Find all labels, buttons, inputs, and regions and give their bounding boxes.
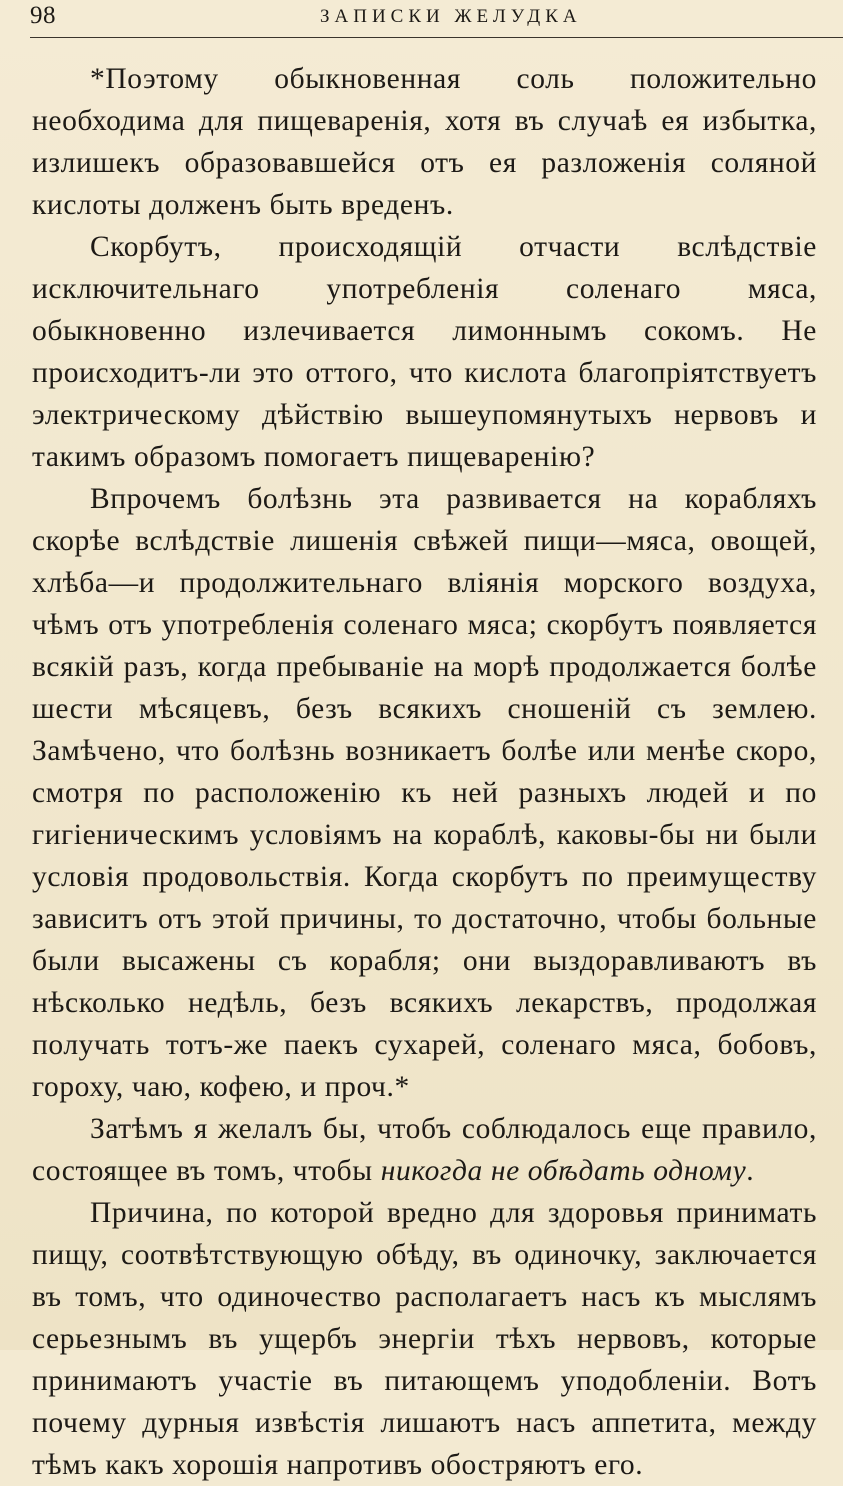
italic-emphasis: никогда не обѣдать одному [380, 1155, 747, 1187]
paragraph-ships: Впрочемъ болѣзнь эта развивается на корабляхъ скорѣе вслѣдствіе лишенія свѣжей пищи—мяса, овощей, хлѣба—и продолжительнаго вліянія морского воздуха, чѣмъ отъ употребленія соленаго мяса; скорбутъ появляется всякій разъ, когда пребываніе на морѣ продолжается болѣе шести мѣсяцевъ, безъ всякихъ сношеній съ землею. Замѣчено, что болѣзнь возникаетъ болѣе или менѣе скоро, смотря по расположенію къ ней разныхъ людей и по гигіеническимъ условіямъ на кораблѣ, каковы-бы ни были условія продовольствія. Когда скорбутъ по преимуществу зависитъ отъ этой причины, то достаточно, чтобы больные были высажены съ корабля; они выздоравливаютъ въ нѣсколько недѣль, безъ всякихъ лекарствъ, продолжая получать тотъ-же паекъ сухарей, соленаго мяса, бобовъ, гороху, чаю, кофею, и проч.* [32, 483, 817, 1103]
paragraph-salt: *Поэтому обыкновенная соль положительно необходима для пищеваренія, хотя въ случаѣ ея избытка, излишекъ образовавшейся отъ ея разложенія соляной кислоты долженъ быть вреденъ. [32, 63, 817, 221]
page-number: 98 [30, 2, 56, 29]
dining-rule-text: Затѣмъ я желалъ бы, чтобъ соблюдалось еще правило, состоящее въ томъ, чтобы [32, 1113, 817, 1187]
body-text [32, 58, 817, 1486]
paragraph-scurvy: Скорбутъ, происходящій отчасти вслѣдствіе исключительнаго употребленія соленаго мяса, обыкновенно излечивается лимоннымъ сокомъ. Не происходитъ-ли это оттого, что кислота благопріятствуетъ электрическому дѣйствію вышеупомянутыхъ нервовъ и такимъ образомъ помогаетъ пищеваренію? [32, 231, 817, 473]
running-head [30, 2, 820, 32]
paragraph-solitude: Причина, по которой вредно для здоровья принимать пищу, соотвѣтствующую обѣду, въ одиночку, заключается въ томъ, что одиночество располагаетъ насъ къ мыслямъ серьезнымъ въ ущербъ энергіи тѣхъ нервовъ, которые принимаютъ участіе въ питающемъ уподобленіи. Вотъ почему дурныя извѣстія лишаютъ насъ аппетита, между тѣмъ какъ хорошія напротивъ обостряютъ его. [32, 1197, 817, 1481]
paragraph-dining-rule [32, 1108, 817, 1192]
header-rule [30, 37, 843, 38]
running-head-title: ЗАПИСКИ ЖЕЛУДКА [320, 6, 582, 27]
dining-rule-end: . [746, 1155, 755, 1187]
